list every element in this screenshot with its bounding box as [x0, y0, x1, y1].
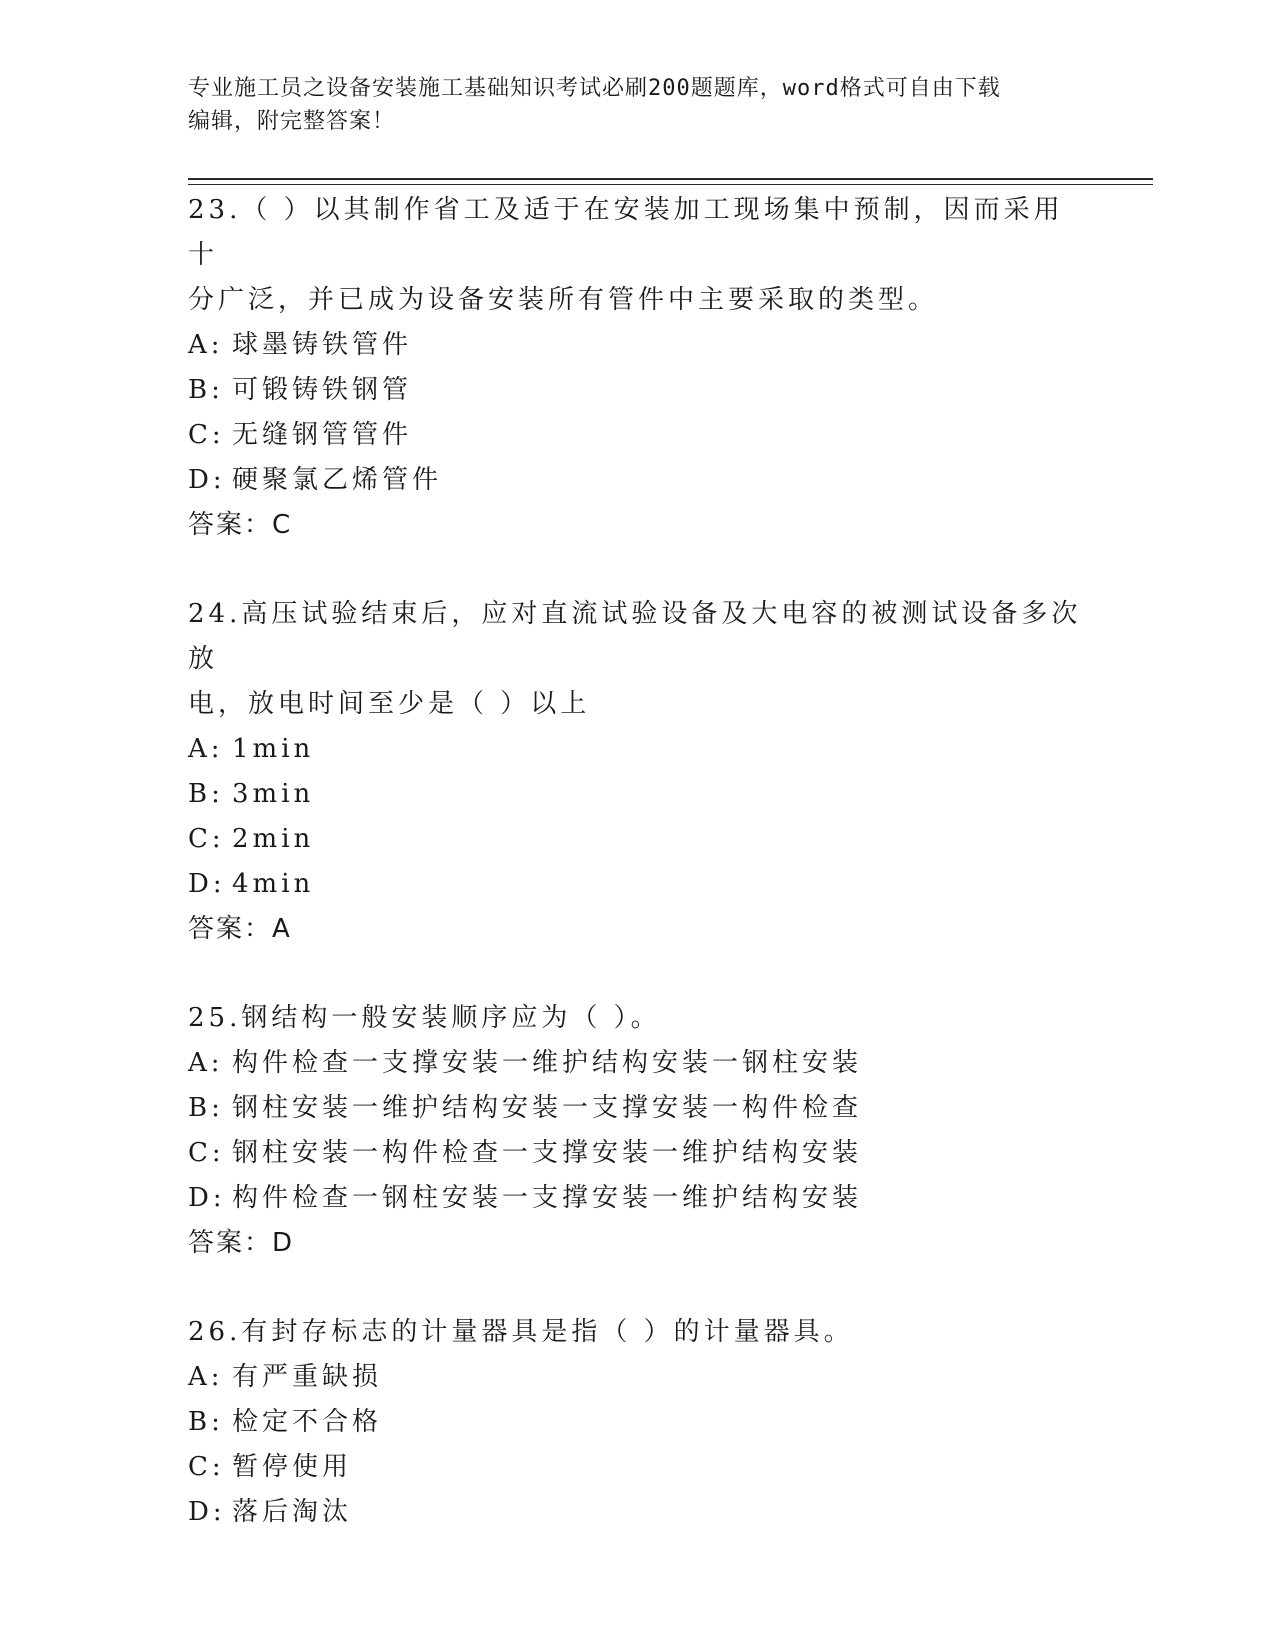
option-letter: D: — [188, 1183, 226, 1213]
question-stem-line-2: 分广泛，并已成为设备安装所有管件中主要采取的类型。 — [188, 285, 939, 315]
header-title-line-2: 编辑，附完整答案！ — [188, 109, 396, 134]
option-letter: D: — [188, 465, 226, 495]
question-spacer — [188, 548, 1088, 592]
option-text: 钢柱安装一构件检查一支撑安装一维护结构安装 — [232, 1138, 863, 1168]
option-text: 可锻铸铁钢管 — [232, 375, 413, 405]
option-c — [188, 1445, 1088, 1490]
option-text: 检定不合格 — [232, 1407, 383, 1437]
header-divider-thin — [188, 184, 1153, 185]
option-letter: B: — [188, 779, 224, 809]
option-letter: C: — [188, 420, 225, 450]
option-text: 4min — [232, 869, 315, 899]
question-stem-line-1: 26.有封存标志的计量器具是指（ ）的计量器具。 — [188, 1317, 854, 1347]
option-letter: C: — [188, 1138, 225, 1168]
question-stem-line-2: 电，放电时间至少是（ ）以上 — [188, 689, 591, 719]
option-b — [188, 1086, 1088, 1131]
answer-line: 答案：C — [188, 510, 293, 540]
document-header — [188, 72, 1068, 138]
option-b — [188, 368, 1088, 413]
option-text: 2min — [232, 824, 315, 854]
option-letter: B: — [188, 1407, 224, 1437]
option-letter: A: — [188, 1362, 224, 1392]
option-letter: D: — [188, 1497, 226, 1527]
question-26 — [188, 1310, 1088, 1535]
question-24 — [188, 592, 1088, 952]
option-a — [188, 323, 1088, 368]
option-a — [188, 727, 1088, 772]
option-c — [188, 1131, 1088, 1176]
option-b — [188, 1400, 1088, 1445]
option-c — [188, 413, 1088, 458]
question-25 — [188, 996, 1088, 1266]
option-c — [188, 817, 1088, 862]
option-text: 有严重缺损 — [232, 1362, 383, 1392]
option-text: 3min — [232, 779, 315, 809]
header-title-line-1: 专业施工员之设备安装施工基础知识考试必刷200题题库，word格式可自由下载 — [188, 76, 1001, 101]
option-text: 暂停使用 — [232, 1452, 353, 1482]
answer-line: 答案：D — [188, 1228, 295, 1258]
question-spacer — [188, 1266, 1088, 1310]
option-text: 硬聚氯乙烯管件 — [232, 465, 443, 495]
option-letter: B: — [188, 375, 224, 405]
header-divider-thick — [188, 178, 1153, 180]
question-stem-line-1: 25.钢结构一般安装顺序应为（ ）。 — [188, 1003, 661, 1033]
option-letter: A: — [188, 330, 224, 360]
option-a — [188, 1041, 1088, 1086]
option-d — [188, 1176, 1088, 1221]
option-b — [188, 772, 1088, 817]
option-letter: A: — [188, 1048, 224, 1078]
question-23 — [188, 188, 1088, 548]
answer-line: 答案：A — [188, 914, 292, 944]
question-list — [188, 188, 1088, 1535]
option-a — [188, 1355, 1088, 1400]
option-letter: C: — [188, 1452, 225, 1482]
option-text: 钢柱安装一维护结构安装一支撑安装一构件检查 — [232, 1093, 863, 1123]
option-letter: B: — [188, 1093, 224, 1123]
question-spacer — [188, 952, 1088, 996]
option-text: 球墨铸铁管件 — [232, 330, 413, 360]
option-text: 无缝钢管管件 — [232, 420, 413, 450]
question-stem-line-1: 24.高压试验结束后，应对直流试验设备及大电容的被测试设备多次放 — [188, 599, 1082, 674]
option-text: 落后淘汰 — [232, 1497, 353, 1527]
option-text: 构件检查一钢柱安装一支撑安装一维护结构安装 — [232, 1183, 863, 1213]
option-d — [188, 1490, 1088, 1535]
option-d — [188, 458, 1088, 503]
option-d — [188, 862, 1088, 907]
option-text: 构件检查一支撑安装一维护结构安装一钢柱安装 — [232, 1048, 863, 1078]
question-stem-line-1: 23.（ ）以其制作省工及适于在安装加工现场集中预制，因而采用十 — [188, 195, 1064, 270]
option-text: 1min — [232, 734, 315, 764]
option-letter: A: — [188, 734, 224, 764]
option-letter: C: — [188, 824, 225, 854]
option-letter: D: — [188, 869, 226, 899]
